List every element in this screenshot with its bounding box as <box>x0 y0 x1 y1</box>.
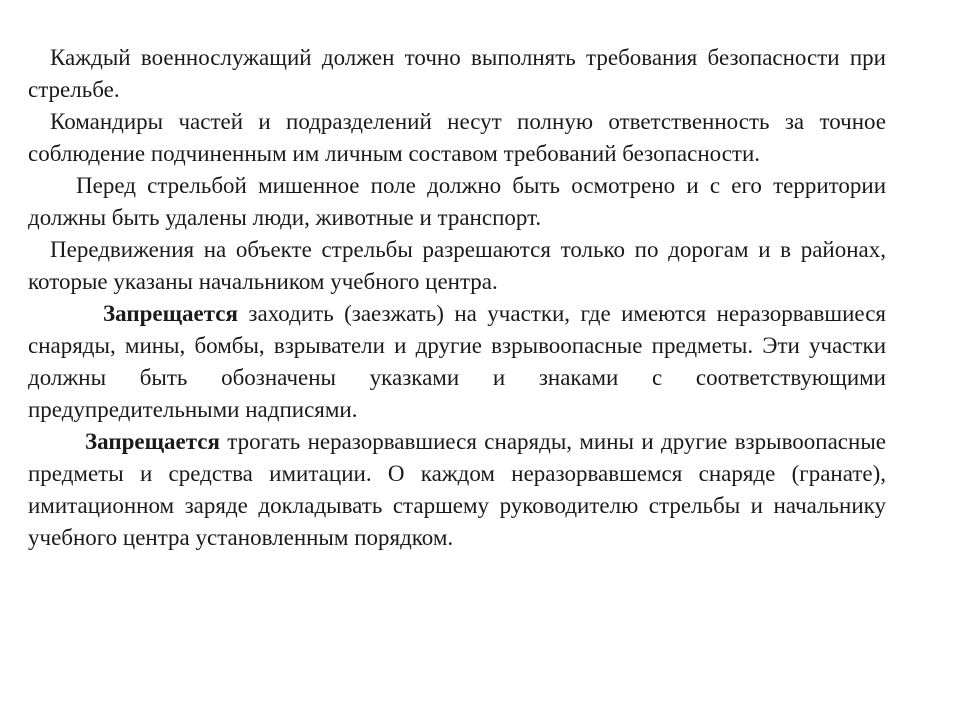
paragraph-4 <box>28 234 886 298</box>
safety-rules-text <box>28 42 886 554</box>
paragraph-1 <box>28 42 886 106</box>
paragraph-5-text: заходить (заезжать) на участки, где имеются неразорвавшиеся снаряды, мины, бомбы, взрыватели и другие взрывоопасные предметы. Эти участки должны быть обозначены указками и знаками с соответствующими предупредительными надписями. <box>28 301 886 422</box>
paragraph-1-text: Каждый военнослужащий должен точно выполнять требования безопасности при стрельбе. <box>28 45 886 102</box>
paragraph-3-text: Перед стрельбой мишенное поле должно быть осмотрено и с его территории должны быть удалены люди, животные и транспорт. <box>28 173 886 230</box>
paragraph-4-text: Передвижения на объекте стрельбы разрешаются только по дорогам и в районах, которые указаны начальником учебного центра. <box>28 237 886 294</box>
paragraph-5 <box>28 298 886 426</box>
paragraph-6-text: трогать неразорвавшиеся снаряды, мины и другие взрывоопасные предметы и средства имитации. О каждом неразорвавшемся снаряде (гранате), имитационном заряде докладывать старшему руководителю стрельбы и начальнику учебного центра установленным порядком. <box>28 429 886 550</box>
paragraph-3 <box>28 170 886 234</box>
paragraph-6 <box>28 426 886 554</box>
paragraph-2-text: Командиры частей и подразделений несут полную ответственность за точное соблюдение подчиненным им личным составом требований безопасности. <box>28 109 886 166</box>
paragraph-2 <box>28 106 886 170</box>
paragraph-5-emphasis: Запрещается <box>103 301 238 326</box>
paragraph-6-emphasis: Запрещается <box>85 429 220 454</box>
